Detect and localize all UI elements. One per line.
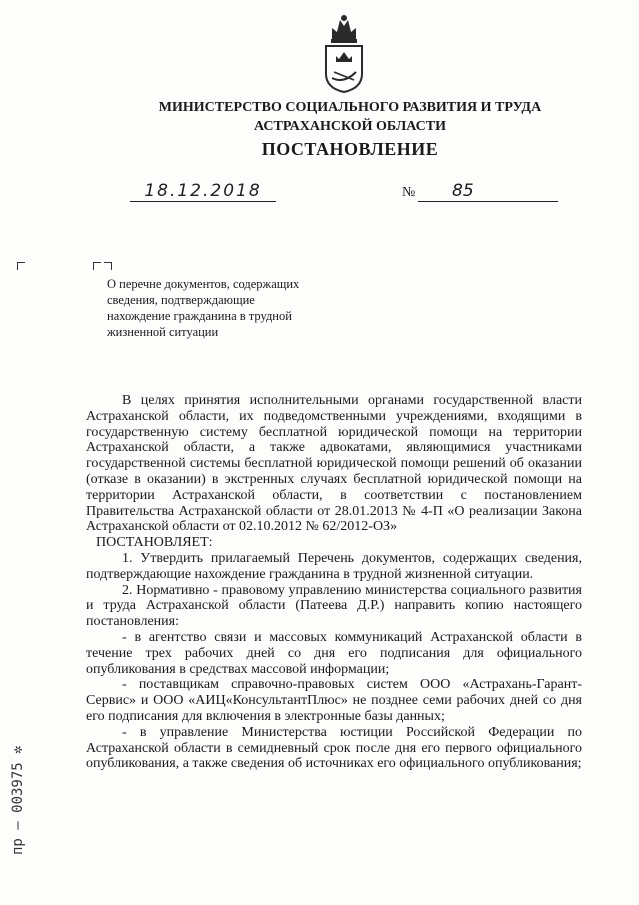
item-2-paragraph: 2. Нормативно - правовому управлению министерства социального развития и труда Астраханской области (Патеева Д.Р.) направить копию настоящего постановления: [86,582,582,630]
sub-item-1: - в агентство связи и массовых коммуникаций Астраханской области в течение трех рабочих дней со дня его подписания для официального опубликования в средствах массовой информации; [86,629,582,677]
registration-code: пр — 003975 ✲ [10,745,26,855]
corner-mark-subject-left [93,262,101,270]
decree-heading: ПОСТАНОВЛЯЕТ: [96,535,213,551]
sub-item-3: - в управление Министерства юстиции Российской Федерации по Астраханской области в семидневный срок после дня его первого официального опубликования, а также сведения об источниках его официального опубликования; [86,724,582,772]
document-subject [107,276,337,340]
subject-line: нахождение гражданина в трудной [107,309,292,323]
coat-of-arms-emblem [322,10,366,94]
document-number: 85 [418,181,558,202]
document-type-title: ПОСТАНОВЛЕНИЕ [261,139,439,159]
subject-line: О перечне документов, содержащих [107,277,300,291]
ministry-name [120,98,580,136]
ministry-line-2: АСТРАХАНСКОЙ ОБЛАСТИ [253,119,446,134]
preamble-paragraph: В целях принятия исполнительными органами государственной власти Астраханской области, их подведомственными учреждениями, входящими в государственную систему бесплатной юридической помощи на территории Астраханской области, а также адвокатами, являющимися участниками государственной системы бесплатной юридической помощи решений об оказании (отказе в оказании) в экстренных случаях бесплатной юридической помощи на территории Астраханской области, в соответствии с постановлением Правительства Астраханской области от 28.01.2013 № 4-П «О реализации Закона Астраханской области от 02.10.2012 № 62/2012-ОЗ» [86,393,582,535]
sub-item-2: - поставщикам справочно-правовых систем ООО «Астрахань-Гарант-Сервис» и ООО «АИЦ«КонсультантПлюс» не позднее семи рабочих дней со дня его подписания для включения в электронные базы данных; [86,677,582,724]
number-label: № [402,185,416,200]
document-date: 18.12.2018 [130,181,276,202]
subject-line: жизненной ситуации [107,325,219,339]
ministry-line-1: МИНИСТЕРСТВО СОЦИАЛЬНОГО РАЗВИТИЯ И ТРУДА [158,100,542,115]
item-1-paragraph: 1. Утвердить прилагаемый Перечень документов, содержащих сведения, подтверждающие нахождение гражданина в трудной жизненной ситуации. [86,550,582,582]
corner-mark-subject-right [104,262,112,270]
document-body [86,393,582,772]
corner-mark-left [17,262,25,270]
subject-line: сведения, подтверждающие [107,293,255,307]
